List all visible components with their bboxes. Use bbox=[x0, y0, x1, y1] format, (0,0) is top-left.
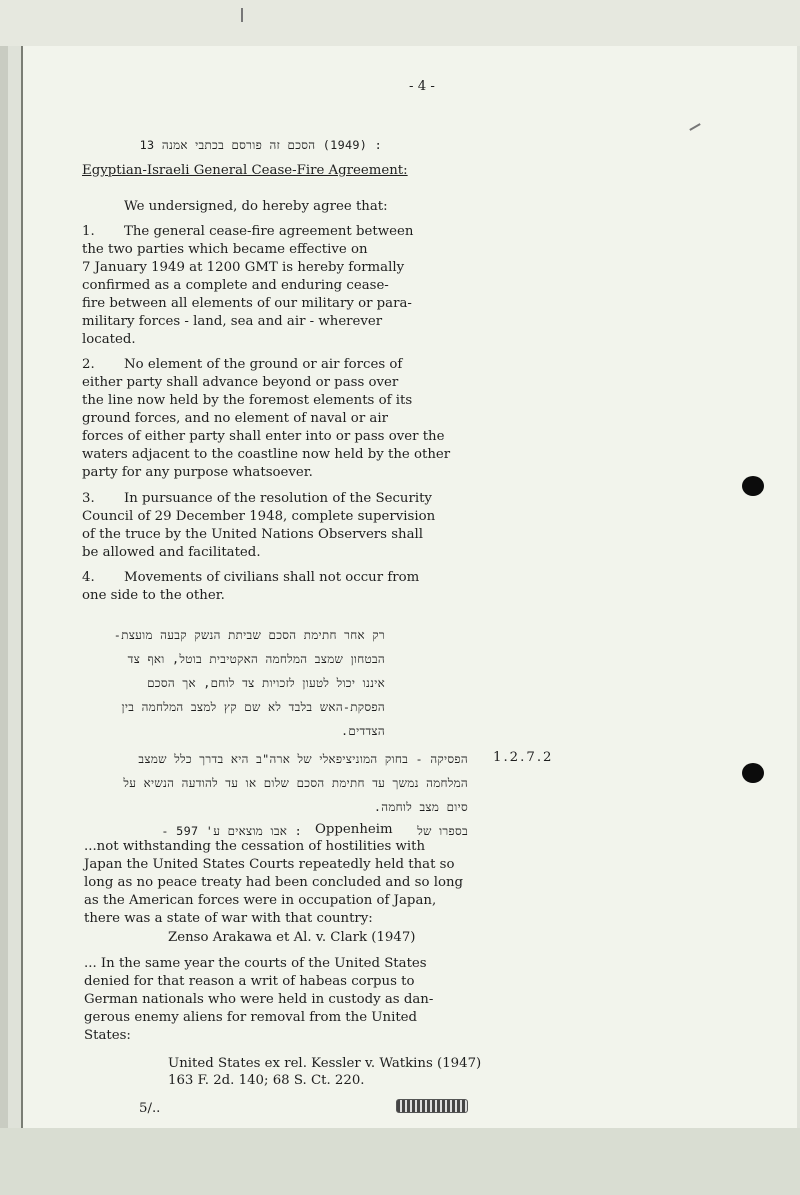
clause-line: 7 January 1949 at 1200 GMT is hereby formally bbox=[82, 260, 405, 275]
quote-line: gerous enemy aliens for removal from the United bbox=[84, 1010, 418, 1025]
clause-line: one side to the other. bbox=[82, 588, 225, 603]
hebrew-line: סיום מצב לוחמה. bbox=[373, 800, 468, 814]
underlying-sheet bbox=[0, 1128, 800, 1195]
clause-line: The general cease-fire agreement between bbox=[124, 224, 414, 239]
clause-line: No element of the ground or air forces of bbox=[124, 357, 403, 372]
clause-number: 3. bbox=[82, 491, 95, 506]
clause-line: Movements of civilians shall not occur from bbox=[124, 570, 420, 585]
quote-line: German nationals who were held in custody as dan- bbox=[84, 992, 434, 1007]
clause-line: In pursuance of the resolution of the Security bbox=[124, 491, 432, 506]
quote-line: there was a state of war with that country: bbox=[84, 911, 373, 926]
stamp-mark bbox=[396, 1099, 468, 1113]
quote-line: long as no peace treaty had been concluded and so long bbox=[84, 875, 464, 890]
clause-line: confirmed as a complete and enduring cease- bbox=[82, 278, 389, 293]
clause-line: fire between all elements of our military or para- bbox=[82, 296, 412, 311]
clause-line: forces of either party shall enter into or pass over the bbox=[82, 429, 445, 444]
quote-line: ...not withstanding the cessation of hostilities with bbox=[84, 839, 426, 854]
hebrew-line: המלחמה נמשך עד חתימת הסכם שלום או עד להודעה הנשיא על bbox=[123, 776, 468, 790]
case-citation: Zenso Arakawa et Al. v. Clark (1947) bbox=[168, 930, 416, 945]
section-number: 1.2.7.2 bbox=[493, 750, 554, 765]
clause-line: either party shall advance beyond or pass over bbox=[82, 375, 399, 390]
hebrew-header: : (1949) הסכם זה פורסם בכתבי אמנה 13 bbox=[139, 138, 382, 152]
citation-hebrew-left: : אבו מוצאים ע' 597 - bbox=[161, 824, 302, 838]
clause-line: ground forces, and no element of naval or air bbox=[82, 411, 388, 426]
scan-top-margin bbox=[0, 0, 800, 46]
citation-author: Oppenheim bbox=[315, 822, 393, 837]
clause-number: 2. bbox=[82, 357, 95, 372]
clause-line: located. bbox=[82, 332, 136, 347]
hebrew-line: הפסיקה - בחוק המוניציפאלי של ארה"ב היא בדרך כלל שמצב bbox=[138, 752, 468, 766]
clause-line: Council of 29 December 1948, complete supervision bbox=[82, 509, 436, 524]
intro-line: We undersigned, do hereby agree that: bbox=[124, 199, 388, 214]
clause-line: party for any purpose whatsoever. bbox=[82, 465, 313, 480]
clause-line: be allowed and facilitated. bbox=[82, 545, 261, 560]
hebrew-line: איננו יכול לטעון לזכויות צד לוחם, אך הסכם bbox=[147, 676, 385, 690]
clause-line: military forces - land, sea and air - wherever bbox=[82, 314, 383, 329]
quote-line: as the American forces were in occupation of Japan, bbox=[84, 893, 437, 908]
hebrew-line: הבטחון שמצב המלחמה האקטיבית בוטל, ואף צד bbox=[127, 652, 385, 666]
punch-hole bbox=[742, 763, 764, 783]
quote-line: States: bbox=[84, 1028, 131, 1043]
case-citation: 163 F. 2d. 140; 68 S. Ct. 220. bbox=[168, 1073, 365, 1088]
scan-left-edge bbox=[0, 0, 8, 1195]
quote-line: ... In the same year the courts of the United States bbox=[84, 956, 427, 971]
punch-hole bbox=[742, 476, 764, 496]
citation-hebrew-right: בספרו של bbox=[417, 824, 468, 838]
hebrew-line: רק אחר חתימת הסכם שביתת הנשק קבעה מועצת- bbox=[113, 628, 385, 642]
clause-line: of the truce by the United Nations Observers shall bbox=[82, 527, 424, 542]
agreement-title: Egyptian-Israeli General Cease-Fire Agreement: bbox=[82, 163, 408, 178]
continuation-marker: 5/.. bbox=[139, 1101, 161, 1116]
scan-mark bbox=[241, 8, 243, 22]
case-citation: United States ex rel. Kessler v. Watkins (1947) bbox=[168, 1056, 482, 1071]
quote-line: denied for that reason a writ of habeas corpus to bbox=[84, 974, 415, 989]
page-number: - 4 - bbox=[409, 79, 435, 94]
clause-number: 1. bbox=[82, 224, 95, 239]
clause-line: waters adjacent to the coastline now held by the other bbox=[82, 447, 451, 462]
hebrew-line: הפסקת-האש בלבד לא שם קץ למצב המלחמה בין bbox=[121, 700, 385, 714]
quote-line: Japan the United States Courts repeatedly held that so bbox=[84, 857, 455, 872]
clause-number: 4. bbox=[82, 570, 95, 585]
clause-line: the line now held by the foremost elements of its bbox=[82, 393, 413, 408]
hebrew-line: הצדדים. bbox=[341, 724, 385, 738]
clause-line: the two parties which became effective on bbox=[82, 242, 368, 257]
